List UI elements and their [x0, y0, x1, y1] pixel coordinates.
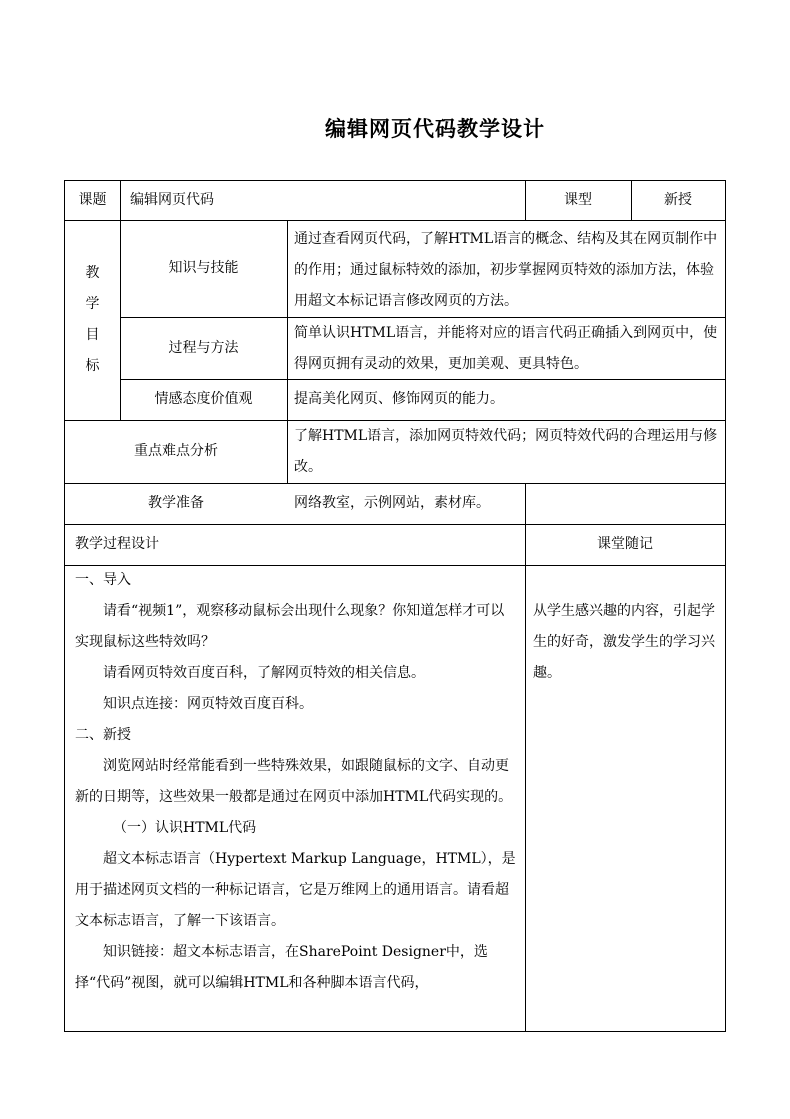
topic-label: 课题 — [78, 192, 107, 208]
topic-value: 编辑网页代码 — [130, 192, 214, 208]
objective-process-label: 过程与方法 — [168, 340, 239, 356]
section-heading: （一）认识HTML代码 — [113, 820, 257, 836]
paragraph: 请看网页特效百度百科，了解网页特效的相关信息。 — [103, 665, 425, 681]
row-divider — [120, 317, 287, 318]
objective-attitude-label: 情感态度价值观 — [154, 391, 253, 407]
preparation-text: 网络教室，示例网站，素材库。 — [294, 495, 490, 511]
col-divider — [287, 220, 288, 483]
paragraph: 二、新授 — [75, 727, 131, 743]
row-divider — [65, 220, 725, 221]
process-header: 教学过程设计 — [75, 536, 159, 552]
paragraph: 请看“视频1”，观察移动鼠标会出现什么现象？你知道怎样才可以实现鼠标这些特效吗？ — [75, 603, 505, 650]
paragraph: 一、导入 — [75, 572, 131, 588]
paragraph: 知识点连接：网页特效百度百科。 — [103, 696, 313, 712]
key-points-label: 重点难点分析 — [134, 443, 218, 459]
key-points-text: 了解HTML语言，添加网页特效代码；网页特效代码的合理运用与修改。 — [294, 428, 718, 475]
lesson-type-value: 新授 — [664, 192, 692, 208]
class-note: 从学生感兴趣的内容，引起学生的好奇，激发学生的学习兴趣。 — [533, 603, 715, 681]
objectives-label: 教 学 目 标 — [85, 265, 100, 374]
preparation-label: 教学准备 — [148, 495, 204, 511]
objective-knowledge-label: 知识与技能 — [168, 260, 239, 276]
lesson-plan-table — [64, 180, 726, 1032]
row-divider — [65, 524, 725, 525]
paragraph: 超文本标志语言（Hypertext Markup Language，HTML），是用于描述网页文档的一种标记语言，它是万维网上的通用语言。请看超文本标志语言，了解一下该语言。 — [75, 851, 516, 929]
paragraph: 浏览网站时经常能看到一些特殊效果，如跟随鼠标的文字、自动更新的日期等，这些效果一般都是通过在网页中添加HTML代码实现的。 — [75, 758, 513, 805]
paragraph: 知识链接：超文本标志语言，在SharePoint Designer中，选择“代码”视图，就可以编辑HTML和各种脚本语言代码， — [75, 944, 488, 991]
notes-header: 课堂随记 — [597, 536, 653, 552]
process-body — [75, 565, 517, 999]
lesson-type-label: 课型 — [564, 192, 592, 208]
objective-attitude-text: 提高美化网页、修饰网页的能力。 — [294, 391, 504, 407]
row-divider — [65, 483, 725, 484]
document-title: 编辑网页代码教学设计 — [325, 116, 545, 141]
col-divider — [525, 483, 526, 1032]
objective-knowledge-text: 通过查看网页代码，了解HTML语言的概念、结构及其在网页制作中的作用；通过鼠标特效的添加，初步掌握网页特效的添加方法，体验用超文本标记语言修改网页的方法。 — [294, 231, 718, 309]
objective-process-text: 简单认识HTML语言，并能将对应的语言代码正确插入到网页中，使得网页拥有灵动的效果，更加美观、更具特色。 — [294, 325, 718, 372]
